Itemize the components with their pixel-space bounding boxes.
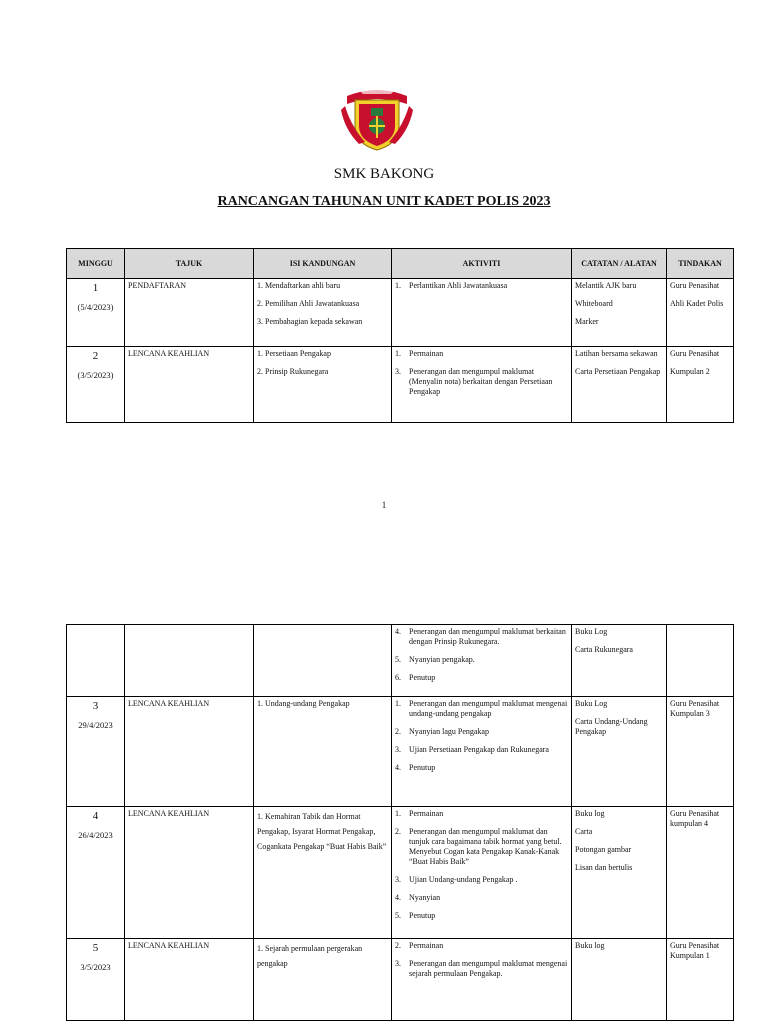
- week-cell: [67, 939, 125, 1021]
- topic-cell: LENCANA KEAHLIAN: [125, 697, 254, 807]
- activity-cell: [392, 279, 572, 347]
- header-minggu: MINGGU: [67, 249, 125, 279]
- schedule-table-page-1: [66, 248, 734, 423]
- week-number: 1: [92, 282, 99, 294]
- notes-cell: [572, 347, 667, 423]
- activity-cell: [392, 347, 572, 423]
- activity-text: Penutup: [409, 763, 436, 772]
- activity-item: [395, 349, 568, 359]
- school-crest-logo: [341, 86, 413, 152]
- activity-item: [395, 367, 568, 397]
- header-aktiviti: AKTIVITI: [392, 249, 572, 279]
- activity-text: Permainan: [409, 941, 444, 950]
- header-isi-kandungan: ISI KANDUNGAN: [254, 249, 392, 279]
- action-item: Guru Penasihat: [670, 281, 720, 290]
- notes-cell: [572, 625, 667, 697]
- action-item: Guru Penasihat kumpulan 4: [670, 809, 720, 828]
- activity-text: Permainan: [409, 809, 444, 818]
- activity-number: 6.: [395, 673, 401, 682]
- activity-item: [395, 827, 568, 867]
- week-date: (3/5/2023): [77, 369, 114, 380]
- note-item: Potongan gambar: [575, 845, 632, 854]
- content-item: 1. Undang-undang Pengakap: [257, 699, 350, 708]
- activity-cell: [392, 939, 572, 1021]
- activity-number: 1.: [395, 699, 401, 708]
- activity-item: [395, 809, 568, 819]
- activity-cell: [392, 697, 572, 807]
- activity-text: Nyanyian pengakap.: [409, 655, 475, 664]
- activity-text: Nyanyian: [409, 893, 441, 902]
- table-row: [67, 939, 734, 1021]
- topic-cell: PENDAFTARAN: [125, 279, 254, 347]
- week-cell: [67, 279, 125, 347]
- week-cell: [67, 347, 125, 423]
- notes-cell: [572, 807, 667, 939]
- note-item: Carta: [575, 827, 593, 836]
- activity-text: Perlantikan Ahli Jawatankuasa: [409, 281, 508, 290]
- content-item: 1. Mendaftarkan ahli baru: [257, 281, 341, 290]
- week-date: 26/4/2023: [78, 829, 113, 840]
- action-cell: [667, 625, 734, 697]
- note-item: Melantik AJK baru: [575, 281, 637, 290]
- notes-cell: [572, 939, 667, 1021]
- week-date: 3/5/2023: [80, 961, 111, 972]
- activity-text: Penerangan dan mengumpul maklumat mengenai undang-undang pengakap: [409, 699, 568, 718]
- content-item: 1. Sejarah permulaan pergerakan pengakap: [257, 944, 363, 969]
- action-item: Guru Penasihat Kumpulan 1: [670, 941, 720, 960]
- week-date: (5/4/2023): [77, 301, 114, 312]
- activity-number: 3.: [395, 745, 401, 754]
- action-cell: [667, 697, 734, 807]
- week-date: 29/4/2023: [78, 719, 113, 730]
- header-tindakan: TINDAKAN: [667, 249, 734, 279]
- week-cell: [67, 697, 125, 807]
- table-header-row: [67, 249, 734, 279]
- note-item: Buku Log: [575, 699, 608, 708]
- week-number: 2: [92, 350, 99, 362]
- action-item: Ahli Kadet Polis: [670, 299, 724, 308]
- activity-cell: [392, 807, 572, 939]
- activity-cell: [392, 625, 572, 697]
- content-item: 2. Prinsip Rukunegara: [257, 367, 329, 376]
- table-row: [67, 807, 734, 939]
- topic-cell: LENCANA KEAHLIAN: [125, 347, 254, 423]
- school-name: SMK BAKONG: [333, 166, 435, 182]
- note-item: Carta Rukunegara: [575, 645, 633, 654]
- note-item: Buku log: [575, 809, 605, 818]
- plan-title: RANCANGAN TAHUNAN UNIT KADET POLIS 2023: [217, 194, 551, 209]
- content-item: 3. Pembahagian kepada sekawan: [257, 317, 363, 326]
- activity-item: [395, 281, 568, 291]
- content-cell: [254, 697, 392, 807]
- week-number: 4: [92, 810, 99, 822]
- topic-cell: [125, 625, 254, 697]
- topic-cell: LENCANA KEAHLIAN: [125, 939, 254, 1021]
- header-catatan-alatan: CATATAN / ALATAN: [572, 249, 667, 279]
- activity-text: Penutup: [409, 673, 436, 682]
- activity-item: [395, 959, 568, 979]
- activity-item: [395, 627, 568, 647]
- content-item: 2. Pemilihan Ahli Jawatankuasa: [257, 299, 360, 308]
- content-item: 1. Persetiaan Pengakap: [257, 349, 331, 358]
- content-cell: [254, 939, 392, 1021]
- activity-text: Nyanyian lagu Pengakap: [409, 727, 489, 736]
- notes-cell: [572, 279, 667, 347]
- week-cell: [67, 807, 125, 939]
- content-item: 1. Kemahiran Tabik dan Hormat Pengakap, Isyarat Hormat Pengakap, Cogankata Pengakap “Buat Habis Baik”: [257, 812, 387, 852]
- week-number: 3: [92, 700, 99, 712]
- notes-cell: [572, 697, 667, 807]
- action-cell: [667, 807, 734, 939]
- action-cell: [667, 279, 734, 347]
- schedule-table-page-2: [66, 624, 734, 1021]
- activity-text: Ujian Persetiaan Pengakap dan Rukunegara: [409, 745, 549, 754]
- activity-item: [395, 763, 568, 773]
- table-row: [67, 697, 734, 807]
- activity-text: Ujian Undang-undang Pengakap .: [409, 875, 518, 884]
- note-item: Carta Undang-Undang Pengakap: [575, 717, 648, 736]
- activity-number: 1.: [395, 281, 401, 290]
- activity-number: 1.: [395, 349, 401, 358]
- table-row: [67, 279, 734, 347]
- activity-number: 3.: [395, 959, 401, 968]
- activity-number: 5.: [395, 911, 401, 920]
- note-item: Buku log: [575, 941, 605, 950]
- activity-text: Penutup: [409, 911, 436, 920]
- content-cell: [254, 347, 392, 423]
- activity-item: [395, 893, 568, 903]
- activity-item: [395, 745, 568, 755]
- note-item: Carta Persetiaan Pengakap: [575, 367, 661, 376]
- week-number: 5: [92, 942, 99, 954]
- note-item: Whiteboard: [575, 299, 613, 308]
- action-cell: [667, 939, 734, 1021]
- note-item: Buku Log: [575, 627, 608, 636]
- activity-number: 2.: [395, 727, 401, 736]
- activity-number: 3.: [395, 875, 401, 884]
- activity-text: Penerangan dan mengumpul maklumat (Menyalin nota) berkaitan dengan Persetiaan Pengakap: [409, 367, 553, 396]
- activity-number: 3.: [395, 367, 401, 376]
- activity-item: [395, 875, 568, 885]
- activity-item: [395, 673, 568, 683]
- content-cell: [254, 279, 392, 347]
- week-cell: [67, 625, 125, 697]
- action-item: Guru Penasihat: [670, 349, 720, 358]
- activity-item: [395, 699, 568, 719]
- note-item: Marker: [575, 317, 599, 326]
- note-item: Lisan dan bertulis: [575, 863, 633, 872]
- activity-number: 1.: [395, 809, 401, 818]
- activity-item: [395, 655, 568, 665]
- activity-number: 4.: [395, 763, 401, 772]
- activity-item: [395, 911, 568, 921]
- activity-number: 4.: [395, 893, 401, 902]
- action-cell: [667, 347, 734, 423]
- activity-text: Penerangan dan mengumpul maklumat berkaitan dengan Prinsip Rukunegara.: [409, 627, 566, 646]
- activity-text: Penerangan dan mengumpul maklumat dan tunjuk cara bagaimana tabik hormat yang betul. Menyebut Cogan kata Pengakap Kanak-Kanak “Buat Habis Baik”: [409, 827, 562, 866]
- page-number: 1: [381, 500, 387, 510]
- table-row: [67, 625, 734, 697]
- activity-text: Penerangan dan mengumpul maklumat mengenai sejarah permulaan Pengakap.: [409, 959, 568, 978]
- action-item: Guru Penasihat Kumpulan 3: [670, 699, 720, 718]
- activity-text: Permainan: [409, 349, 444, 358]
- activity-number: 4.: [395, 627, 401, 636]
- activity-number: 2.: [395, 827, 401, 836]
- content-cell: [254, 807, 392, 939]
- content-cell: [254, 625, 392, 697]
- activity-number: 5.: [395, 655, 401, 664]
- action-item: Kumpulan 2: [670, 367, 710, 376]
- header-tajuk: TAJUK: [125, 249, 254, 279]
- activity-number: 2.: [395, 941, 401, 950]
- table-row: [67, 347, 734, 423]
- note-item: Latihan bersama sekawan: [575, 349, 658, 358]
- activity-item: [395, 941, 568, 951]
- activity-item: [395, 727, 568, 737]
- topic-cell: LENCANA KEAHLIAN: [125, 807, 254, 939]
